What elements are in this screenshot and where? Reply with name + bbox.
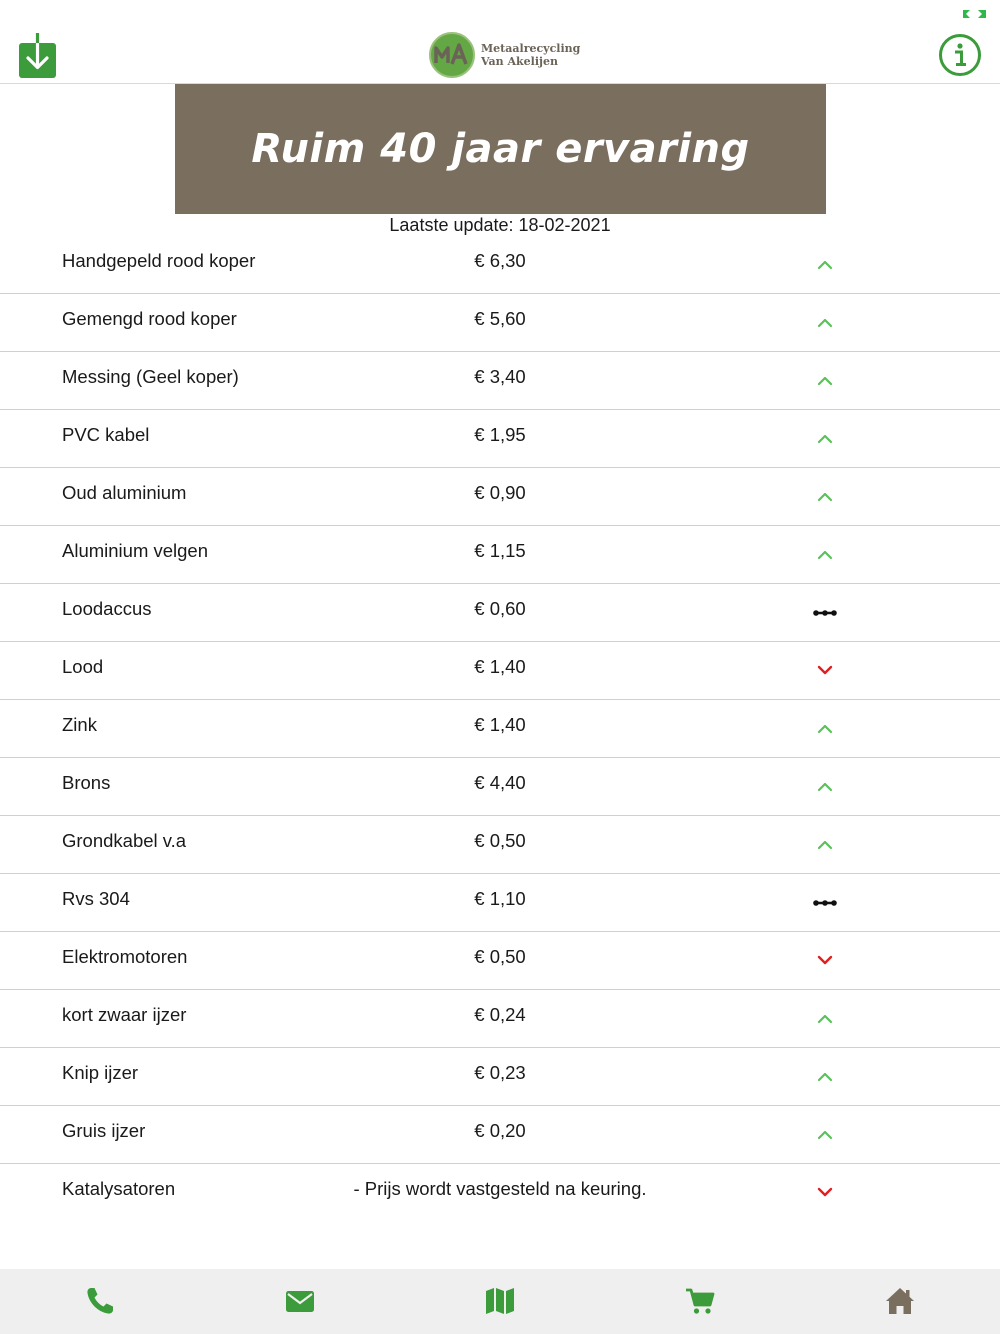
material-price: € 4,40 bbox=[474, 772, 526, 793]
material-name: Gemengd rood koper bbox=[62, 308, 237, 329]
material-price: € 0,20 bbox=[474, 1120, 526, 1141]
material-price: € 0,50 bbox=[474, 946, 526, 967]
price-row bbox=[0, 352, 1000, 410]
tab-map[interactable] bbox=[480, 1283, 520, 1319]
price-row bbox=[0, 410, 1000, 468]
price-row bbox=[0, 468, 1000, 526]
status-indicator-icon bbox=[960, 7, 990, 19]
material-price: - Prijs wordt vastgesteld na keuring. bbox=[353, 1178, 647, 1199]
material-price: € 6,30 bbox=[474, 250, 526, 271]
cart-icon bbox=[684, 1285, 716, 1317]
trend-up-icon bbox=[810, 1124, 840, 1144]
price-list bbox=[0, 236, 1000, 1222]
trend-up-icon bbox=[810, 1066, 840, 1086]
tab-mail[interactable] bbox=[280, 1283, 320, 1319]
material-price: € 0,50 bbox=[474, 830, 526, 851]
trend-up-icon bbox=[810, 1008, 840, 1028]
trend-up-icon bbox=[810, 718, 840, 738]
price-row bbox=[0, 584, 1000, 642]
price-row bbox=[0, 990, 1000, 1048]
material-price: € 1,95 bbox=[474, 424, 526, 445]
material-name: Katalysatoren bbox=[62, 1178, 176, 1199]
tab-home[interactable] bbox=[880, 1283, 920, 1319]
material-price: € 0,24 bbox=[474, 1004, 526, 1025]
trend-down-icon bbox=[810, 1182, 840, 1202]
material-name: Rvs 304 bbox=[62, 888, 130, 909]
app-header bbox=[0, 0, 1000, 84]
price-row bbox=[0, 874, 1000, 932]
banner-title: Ruim 40 jaar ervaring bbox=[251, 126, 750, 172]
material-name: Gruis ijzer bbox=[62, 1120, 146, 1141]
price-row bbox=[0, 294, 1000, 352]
material-name: Zink bbox=[62, 714, 97, 735]
download-button[interactable] bbox=[19, 33, 56, 78]
logo-line1: Metaalrecycling bbox=[481, 42, 581, 55]
price-row bbox=[0, 1164, 1000, 1222]
material-name: Brons bbox=[62, 772, 111, 793]
material-name: Lood bbox=[62, 656, 104, 677]
price-row bbox=[0, 236, 1000, 294]
material-price: € 5,60 bbox=[474, 308, 526, 329]
company-logo bbox=[428, 31, 581, 81]
download-icon bbox=[19, 33, 56, 78]
tab-phone[interactable] bbox=[80, 1283, 120, 1319]
price-row bbox=[0, 816, 1000, 874]
hero-banner bbox=[175, 84, 826, 214]
price-row bbox=[0, 642, 1000, 700]
home-icon bbox=[884, 1285, 916, 1317]
material-name: Loodaccus bbox=[62, 598, 152, 619]
trend-up-icon bbox=[810, 486, 840, 506]
trend-same-icon bbox=[810, 892, 840, 912]
material-price: € 1,40 bbox=[474, 656, 526, 677]
material-name: Messing (Geel koper) bbox=[62, 366, 239, 387]
material-name: Handgepeld rood koper bbox=[62, 250, 256, 271]
trend-up-icon bbox=[810, 254, 840, 274]
trend-up-icon bbox=[810, 544, 840, 564]
material-name: kort zwaar ijzer bbox=[62, 1004, 187, 1025]
trend-same-icon bbox=[810, 602, 840, 622]
trend-up-icon bbox=[810, 370, 840, 390]
material-price: € 0,23 bbox=[474, 1062, 526, 1083]
phone-icon bbox=[84, 1285, 116, 1317]
material-price: € 0,90 bbox=[474, 482, 526, 503]
trend-up-icon bbox=[810, 428, 840, 448]
material-name: Grondkabel v.a bbox=[62, 830, 187, 851]
price-row bbox=[0, 700, 1000, 758]
info-button[interactable] bbox=[938, 33, 982, 77]
trend-down-icon bbox=[810, 950, 840, 970]
price-row bbox=[0, 758, 1000, 816]
trend-up-icon bbox=[810, 312, 840, 332]
mail-icon bbox=[284, 1285, 316, 1317]
logo-text bbox=[481, 42, 580, 68]
price-row bbox=[0, 1106, 1000, 1164]
material-name: PVC kabel bbox=[62, 424, 150, 445]
trend-down-icon bbox=[810, 660, 840, 680]
last-update-text: Laatste update: 18-02-2021 bbox=[389, 215, 611, 235]
material-name: Aluminium velgen bbox=[62, 540, 209, 561]
price-row bbox=[0, 1048, 1000, 1106]
bottom-tab-bar bbox=[0, 1269, 1000, 1334]
material-name: Oud aluminium bbox=[62, 482, 187, 503]
material-price: € 1,15 bbox=[474, 540, 526, 561]
tab-shop[interactable] bbox=[680, 1283, 720, 1319]
map-icon bbox=[484, 1285, 516, 1317]
logo-line2: Van Akelijen bbox=[481, 55, 558, 68]
price-row bbox=[0, 932, 1000, 990]
material-price: € 3,40 bbox=[474, 366, 526, 387]
info-icon bbox=[938, 33, 982, 77]
trend-up-icon bbox=[810, 776, 840, 796]
trend-up-icon bbox=[810, 834, 840, 854]
material-name: Knip ijzer bbox=[62, 1062, 139, 1083]
material-price: € 1,10 bbox=[474, 888, 526, 909]
price-row bbox=[0, 526, 1000, 584]
material-price: € 0,60 bbox=[474, 598, 526, 619]
material-name: Elektromotoren bbox=[62, 946, 188, 967]
material-price: € 1,40 bbox=[474, 714, 526, 735]
